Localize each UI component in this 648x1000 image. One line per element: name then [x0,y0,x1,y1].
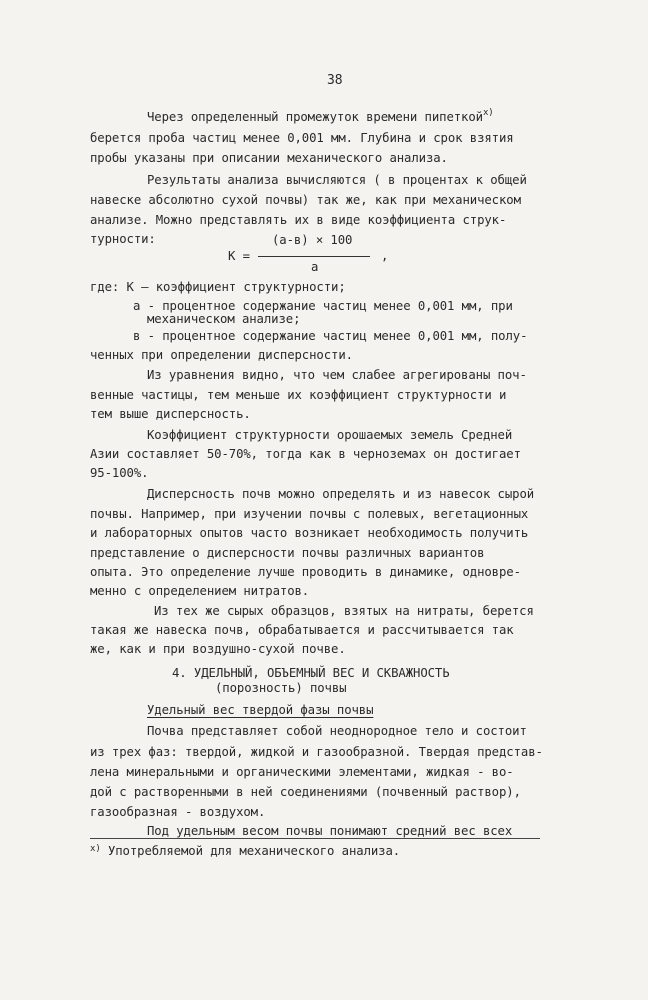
section-heading: 4. УДЕЛЬНЫЙ, ОБЪЕМНЫЙ ВЕС И СКВАЖНОСТЬ [172,666,450,680]
text-line: менно с определением нитратов. [90,584,310,598]
text-line: дой с растворенными в ней соединениями (почвенный раствор), [90,785,521,799]
formula-numerator: (а-в) × 100 [272,233,353,247]
text-line: ченных при определении дисперсности. [90,348,353,362]
text-line: опыта. Это определение лучше проводить в динамике, одновре- [90,565,521,579]
text-line: механическом анализе; [147,312,301,326]
text-line: венные частицы, тем меньше их коэффициент структурности и [90,388,507,402]
formula-comma: , [381,249,389,263]
footnote-marker: x) [482,108,494,118]
footnote-separator [90,838,540,839]
text-line: пробы указаны при описании механического анализа. [90,151,448,165]
text-line: лена минеральными и органическими элементами, жидкая - во- [90,765,514,779]
page-number: 38 [327,73,343,88]
fraction-bar [258,256,370,257]
footnote-marker: x) [90,844,101,854]
text-line: навеске абсолютно сухой почвы) так же, как при механическом [90,193,521,207]
text-line: берется проба частиц менее 0,001 мм. Глубина и срок взятия [90,131,514,145]
text-line: турности: [90,232,156,246]
text-line: Дисперсность почв можно определять и из навесок сырой [147,487,535,501]
text-line: Из тех же сырых образцов, взятых на нитраты, берется [154,604,534,618]
text-line: газообразная - воздухом. [90,805,266,819]
text-line: а - процентное содержание частиц менее 0,001 мм, при [133,299,513,313]
text-line: и лабораторных опытов часто возникает необходимость получить [90,526,529,540]
text-line: Из уравнения видно, что чем слабее агрегированы поч- [147,368,527,382]
text-line: в - процентное содержание частиц менее 0,001 мм, полу- [133,329,528,343]
subsection-title: Удельный вес твердой фазы почвы [147,703,374,717]
text-line: тем выше дисперсность. [90,407,251,421]
text-line: Почва представляет собой неоднородное тело и состоит [147,724,527,738]
formula-lhs: К = [228,249,250,263]
text-line: где: К – коэффициент структурности; [90,280,346,294]
text-line: анализе. Можно представлять их в виде коэффициента струк- [90,213,507,227]
text-line: же, как и при воздушно-сухой почве. [90,642,346,656]
text-line: из трех фаз: твердой, жидкой и газообразной. Твердая представ- [90,745,543,759]
text-line: 95-100%. [90,466,149,480]
text-line: почвы. Например, при изучении почвы с полевых, вегетационных [90,507,529,521]
section-heading-sub: (порозность) почвы [215,681,347,695]
text-line: Коэффициент структурности орошаемых земель Средней [147,428,513,442]
formula-denominator: а [311,260,319,274]
text-line: Азии составляет 50-70%, тогда как в черноземах он достигает [90,447,521,461]
text-line: представление о дисперсности почвы различных вариантов [90,546,485,560]
text-line: Результаты анализа вычисляются ( в процентах к общей [147,173,527,187]
text-line: такая же навеска почв, обрабатывается и рассчитывается так [90,623,514,637]
text-line: Через определенный промежуток времени пипеткой$^{x)}$ [147,108,494,124]
text-line: Под удельным весом почвы понимают средний вес всех [147,824,513,838]
footnote: $^{x)}$ Употребляемой для механического анализа. [90,844,401,858]
